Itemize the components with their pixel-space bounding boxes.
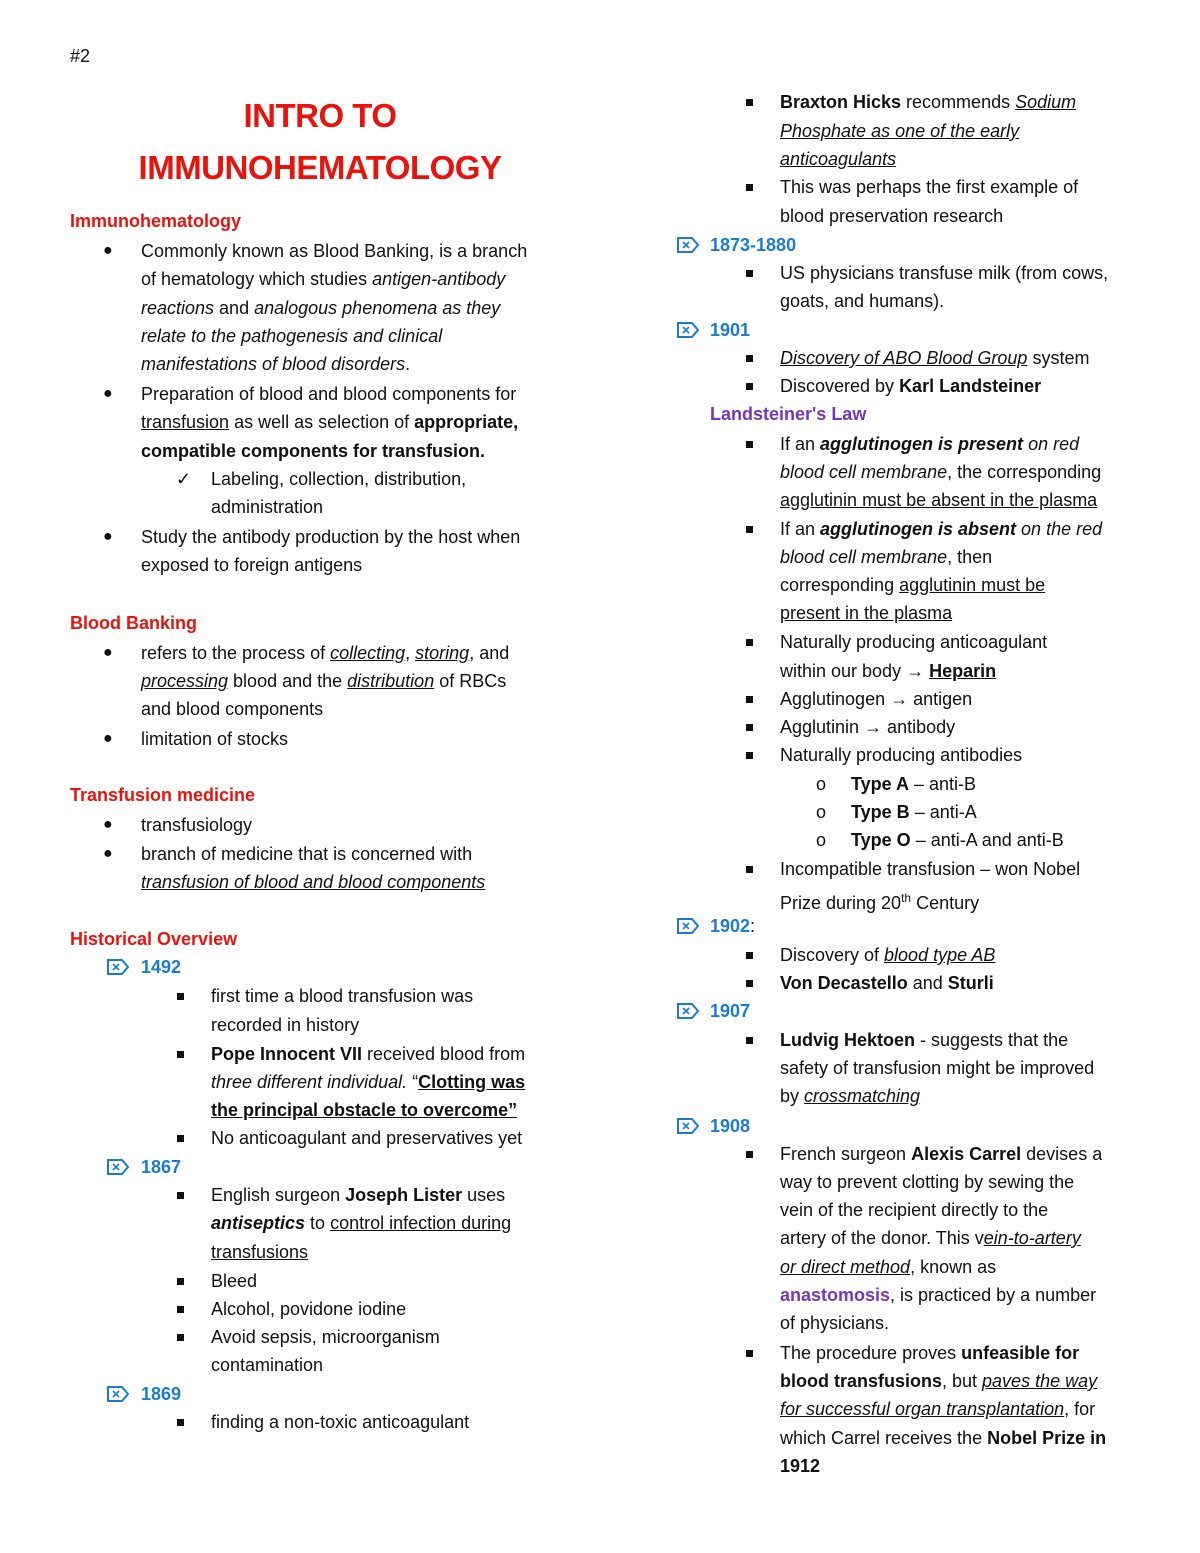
round-bullet-icon: ● — [103, 242, 113, 259]
square-bullet-icon — [746, 969, 753, 997]
year-label: 1867 — [141, 1157, 182, 1177]
square-bullet-icon — [746, 1026, 753, 1054]
square-bullet-icon — [746, 515, 753, 543]
square-bullet-icon — [746, 628, 753, 656]
list-item: three different individual. “Clotting was — [211, 1072, 526, 1092]
square-bullet-icon — [746, 685, 753, 713]
list-item: artery of the donor. This vein-to-artery — [780, 1228, 1081, 1248]
list-item: vein of the recipient directly to the — [780, 1200, 1049, 1220]
hollow-circle-bullet-icon: o — [816, 774, 827, 794]
list-item: goats, and humans). — [780, 291, 945, 311]
list-item: or direct method, known as — [780, 1257, 997, 1277]
list-item: agglutinin must be absent in the plasma — [780, 490, 1098, 510]
list-item: Avoid sepsis, microorganism — [211, 1327, 440, 1347]
section-heading: Landsteiner's Law — [710, 404, 867, 424]
list-item: Braxton Hicks recommends Sodium — [780, 92, 1077, 112]
list-item: reactions and analogous phenomena as they — [141, 298, 501, 318]
round-bullet-icon: ● — [103, 644, 113, 661]
square-bullet-icon — [746, 941, 753, 969]
arrow-box-icon — [676, 917, 700, 935]
list-item: relate to the pathogenesis and clinical — [141, 326, 443, 346]
arrow-box-icon — [676, 1002, 700, 1020]
list-item: Preparation of blood and blood components for — [141, 384, 517, 404]
list-item: Agglutinogen → antigen — [780, 689, 973, 709]
list-item: transfusiology — [141, 815, 253, 835]
year-label: 1869 — [141, 1384, 182, 1404]
list-item: Incompatible transfusion – won Nobel — [780, 859, 1081, 879]
round-bullet-icon: ● — [103, 385, 113, 402]
section-heading: Historical Overview — [70, 929, 238, 949]
square-bullet-icon — [746, 372, 753, 400]
list-item: blood cell membrane, the corresponding — [780, 462, 1102, 482]
section-heading: Immunohematology — [70, 211, 242, 231]
list-item: by crossmatching — [780, 1086, 921, 1106]
arrow-box-icon — [676, 321, 700, 339]
list-item: Type A – anti-B — [851, 774, 977, 794]
year-label: 1908 — [710, 1116, 751, 1136]
page-title: INTRO TO IMMUNOHEMATOLOGY — [138, 97, 502, 186]
square-bullet-icon — [177, 1181, 184, 1209]
round-bullet-icon: ● — [103, 816, 113, 833]
list-item: first time a blood transfusion was — [211, 986, 474, 1006]
list-item: the principal obstacle to overcome” — [211, 1100, 518, 1120]
list-item: This was perhaps the first example of — [780, 177, 1079, 197]
list-item: blood transfusions, but paves the way — [780, 1371, 1098, 1391]
square-bullet-icon — [746, 1339, 753, 1367]
list-item: Discovered by Karl Landsteiner — [780, 376, 1042, 396]
square-bullet-icon — [177, 982, 184, 1010]
list-item: blood cell membrane, then — [780, 547, 993, 567]
list-item: within our body → Heparin — [780, 661, 997, 681]
arrow-box-icon — [676, 1117, 700, 1135]
list-item: Agglutinin → antibody — [780, 717, 956, 737]
section-heading: Transfusion medicine — [70, 785, 256, 805]
list-item: present in the plasma — [780, 603, 953, 623]
list-item: Ludvig Hektoen - suggests that the — [780, 1030, 1069, 1050]
list-item: Commonly known as Blood Banking, is a branch — [141, 241, 528, 261]
list-item: 1912 — [780, 1456, 821, 1476]
list-item: contamination — [211, 1355, 324, 1375]
square-bullet-icon — [746, 259, 753, 287]
section-heading: Blood Banking — [70, 613, 197, 633]
list-item: of hematology which studies antigen-antibody — [141, 269, 506, 289]
list-item: English surgeon Joseph Lister uses — [211, 1185, 506, 1205]
arrow-box-icon — [106, 958, 130, 976]
list-item: exposed to foreign antigens — [141, 555, 363, 575]
list-item: transfusions — [211, 1242, 309, 1262]
square-bullet-icon — [746, 1140, 753, 1168]
list-item: Labeling, collection, distribution, — [211, 469, 467, 489]
list-item: If an agglutinogen is present on red — [780, 434, 1080, 454]
year-label: 1492 — [141, 957, 182, 977]
square-bullet-icon — [177, 1040, 184, 1068]
round-bullet-icon: ● — [103, 845, 113, 862]
list-item: The procedure proves unfeasible for — [780, 1343, 1080, 1363]
list-item: way to prevent clotting by sewing the — [780, 1172, 1075, 1192]
list-item: Pope Innocent VII received blood from — [211, 1044, 526, 1064]
list-item: which Carrel receives the Nobel Prize in — [780, 1428, 1107, 1448]
list-item: of physicians. — [780, 1313, 890, 1333]
list-item: manifestations of blood disorders. — [141, 354, 411, 374]
list-item: Naturally producing anticoagulant — [780, 632, 1048, 652]
year-label: 1902: — [710, 916, 756, 936]
list-item: blood preservation research — [780, 206, 1004, 226]
square-bullet-icon — [746, 88, 753, 116]
list-item: If an agglutinogen is absent on the red — [780, 519, 1103, 539]
list-item: branch of medicine that is concerned with — [141, 844, 473, 864]
list-item: finding a non-toxic anticoagulant — [211, 1412, 470, 1432]
list-item: Prize during 20th Century — [780, 891, 980, 913]
list-item: French surgeon Alexis Carrel devises a — [780, 1144, 1103, 1164]
round-bullet-icon: ● — [103, 528, 113, 545]
arrow-box-icon — [106, 1158, 130, 1176]
list-item: Study the antibody production by the host when — [141, 527, 521, 547]
list-item: Von Decastello and Sturli — [780, 973, 994, 993]
list-item: limitation of stocks — [141, 729, 289, 749]
square-bullet-icon — [177, 1295, 184, 1323]
year-label: 1901 — [710, 320, 751, 340]
round-bullet-icon: ● — [103, 730, 113, 747]
year-label: 1907 — [710, 1001, 751, 1021]
list-item: Discovery of ABO Blood Group system — [780, 348, 1090, 368]
list-item: refers to the process of collecting, storing, and — [141, 643, 510, 663]
list-item: anastomosis, is practiced by a number — [780, 1285, 1097, 1305]
square-bullet-icon — [746, 713, 753, 741]
list-item: and blood components — [141, 699, 324, 719]
square-bullet-icon — [177, 1323, 184, 1351]
list-item: Type O – anti-A and anti-B — [851, 830, 1064, 850]
square-bullet-icon — [746, 344, 753, 372]
list-item: for successful organ transplantation, for — [780, 1399, 1096, 1419]
list-item: Alcohol, povidone iodine — [211, 1299, 407, 1319]
square-bullet-icon — [746, 855, 753, 883]
arrow-box-icon — [676, 236, 700, 254]
list-item: Phosphate as one of the early — [780, 121, 1020, 141]
check-icon: ✓ — [176, 469, 192, 489]
arrow-box-icon — [106, 1385, 130, 1403]
square-bullet-icon — [177, 1408, 184, 1436]
list-item: transfusion as well as selection of appropriate, — [141, 412, 519, 432]
list-item: No anticoagulant and preservatives yet — [211, 1128, 523, 1148]
list-item: US physicians transfuse milk (from cows, — [780, 263, 1109, 283]
list-item: antiseptics to control infection during — [211, 1213, 512, 1233]
year-label: 1873-1880 — [710, 235, 797, 255]
list-item: compatible components for transfusion. — [141, 441, 486, 461]
square-bullet-icon — [177, 1124, 184, 1152]
square-bullet-icon — [177, 1267, 184, 1295]
hollow-circle-bullet-icon: o — [816, 802, 827, 822]
page-number: #2 — [70, 46, 91, 66]
list-item: Naturally producing antibodies — [780, 745, 1023, 765]
list-item: administration — [211, 497, 324, 517]
list-item: processing blood and the distribution of RBCs — [141, 671, 507, 691]
list-item: transfusion of blood and blood components — [141, 872, 486, 892]
square-bullet-icon — [746, 173, 753, 201]
list-item: Discovery of blood type AB — [780, 945, 996, 965]
list-item: Bleed — [211, 1271, 258, 1291]
list-item: anticoagulants — [780, 149, 897, 169]
square-bullet-icon — [746, 430, 753, 458]
list-item: safety of transfusion might be improved — [780, 1058, 1095, 1078]
list-item: recorded in history — [211, 1015, 360, 1035]
list-item: Type B – anti-A — [851, 802, 977, 822]
square-bullet-icon — [746, 741, 753, 769]
list-item: corresponding agglutinin must be — [780, 575, 1046, 595]
hollow-circle-bullet-icon: o — [816, 830, 827, 850]
